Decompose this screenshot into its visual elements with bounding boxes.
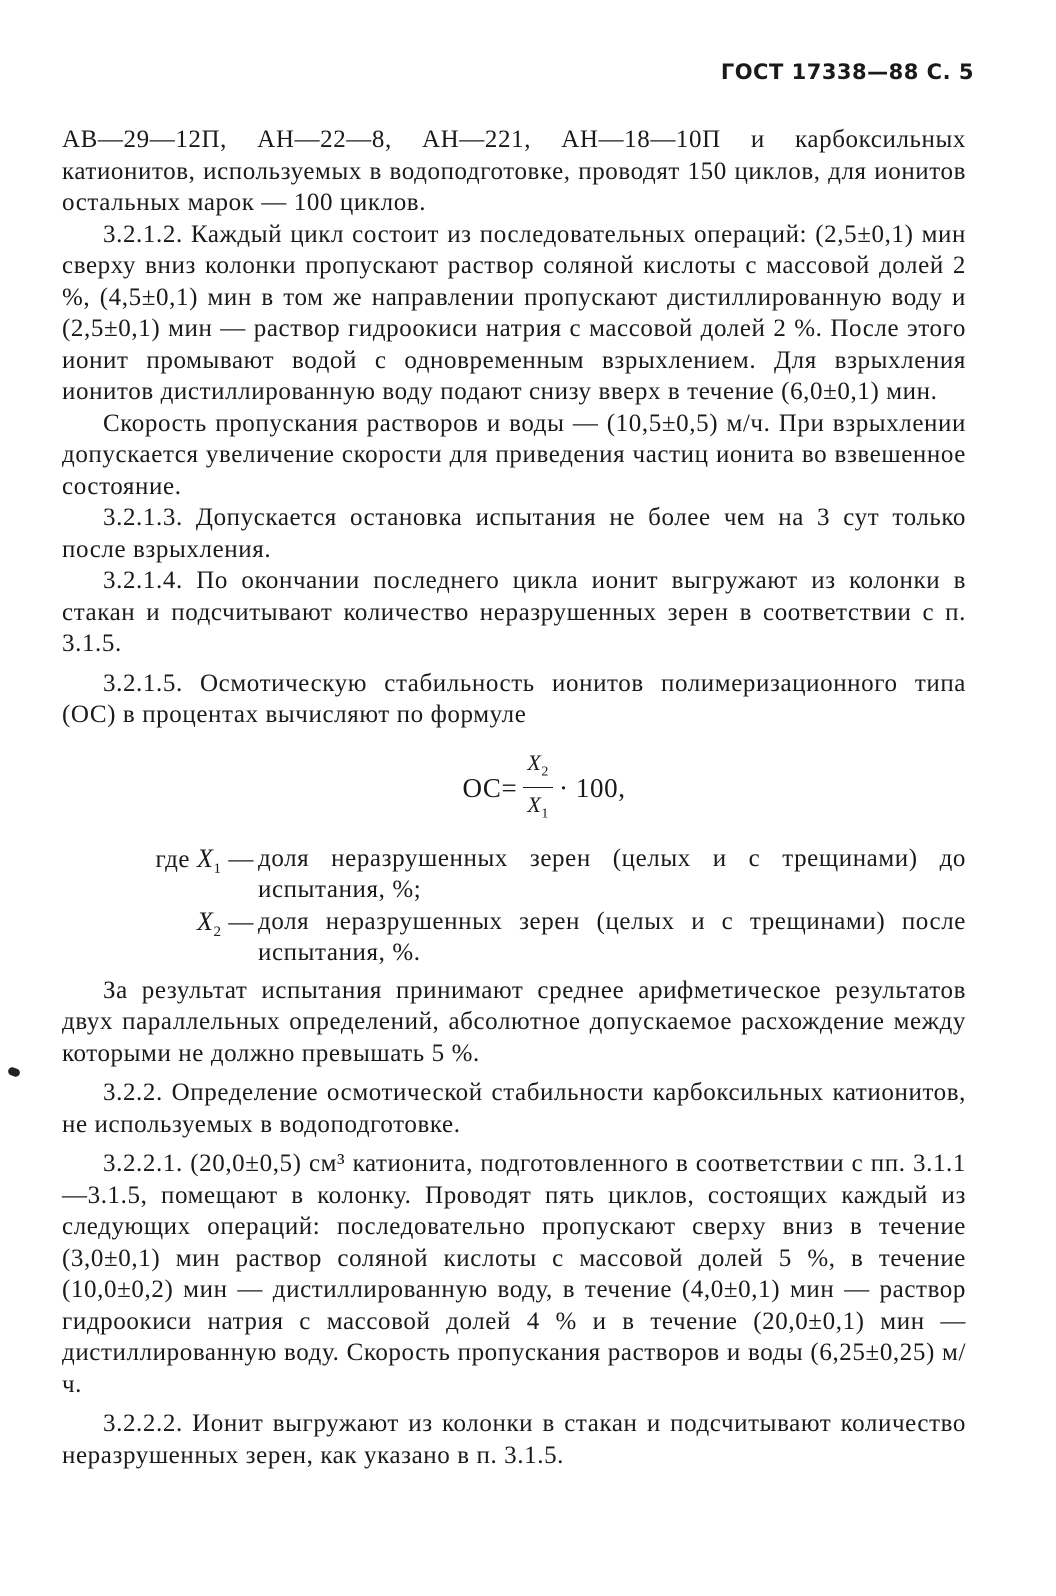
paragraph-continuation: АВ—29—12П, АН—22—8, АН—221, АН—18—10П и карбоксильных катионитов, используемых в водоподготовке, проводят 150 циклов, для ионитов остальных марок — 100 циклов. (62, 126, 966, 216)
osmotic-stability-formula (122, 749, 966, 829)
definition-x2: $X_2$ — доля неразрушенных зерен (целых и с трещинами) после испытания, %. (196, 906, 966, 966)
paragraph-result: За результат испытания принимают среднее арифметическое результатов двух параллельных определений, абсолютное допускаемое расхождение между которыми не должно превышать 5 %. (62, 976, 966, 1067)
document-body (62, 124, 966, 1471)
margin-mark (7, 1066, 21, 1078)
page-header: ГОСТ 17338—88 С. 5 (720, 60, 974, 84)
paragraph-3-2-2-2: 3.2.2.2. Ионит выгружают из колонки в стакан и подсчитывают количество неразрушенных зерен, как указано в п. 3.1.5. (62, 1410, 966, 1469)
formula-definitions (62, 843, 966, 969)
definition-x1: где $X_1$ — доля неразрушенных зерен (целых и с трещинами) до испытания, %; (155, 843, 966, 903)
paragraph-3-2-2-1: 3.2.2.1. (20,0±0,5) см³ катионита, подготовленного в соответствии с пп. 3.1.1—3.1.5, помещают в колонку. Проводят пять циклов, состоящих каждый из следующих операций: последовательно пропускают сверху вниз в течение (3,0±0,1) мин раствор соляной кислоты с массовой долей 5 %, в течение (10,0±0,2) мин — дистиллированную воду, в течение (4,0±0,1) мин — раствор гидроокиси натрия с массовой долей 4 % и в течение (20,0±0,1) мин — дистиллированную воду. Скорость пропускания растворов и воды (6,25±0,25) м/ч. (62, 1150, 966, 1398)
paragraph-3-2-1-4: 3.2.1.4. По окончании последнего цикла ионит выгружают из колонки в стакан и подсчитывают количество неразрушенных зерен в соответствии с п. 3.1.5. (62, 567, 966, 657)
paragraph-3-2-2: 3.2.2. Определение осмотической стабильности карбоксильных катионитов, не используемых в водоподготовке. (62, 1079, 966, 1138)
paragraph-3-2-1-2: 3.2.1.2. Каждый цикл состоит из последовательных операций: (2,5±0,1) мин сверху вниз колонки пропускают раствор соляной кислоты с массовой долей 2 %, (4,5±0,1) мин в том же направлении пропускают дистиллированную воду и (2,5±0,1) мин — раствор гидроокиси натрия с массовой долей 2 %. После этого ионит промывают водой с одновременным взрыхлением. Для взрыхления ионитов дистиллированную воду подают снизу вверх в течение (6,0±0,1) мин. (62, 220, 966, 405)
formula-rhs: · 100, (558, 772, 626, 803)
paragraph-3-2-1-3: 3.2.1.3. Допускается остановка испытания не более чем на 3 сут только после взрыхления. (62, 504, 966, 563)
formula-numerator: $X_2$ (523, 750, 553, 788)
paragraph-3-2-1-5: 3.2.1.5. Осмотическую стабильность ионитов полимеризационного типа (ОС) в процентах вычисляют по формуле (62, 669, 966, 728)
formula-fraction (523, 750, 553, 828)
paragraph-flow-rate: Скорость пропускания растворов и воды — (10,5±0,5) м/ч. При взрыхлении допускается увеличение скорости для приведения частиц ионита во взвешенное состояние. (62, 409, 966, 500)
formula-denominator: $X_1$ (527, 792, 549, 822)
formula-lhs: ОС= (462, 772, 518, 803)
